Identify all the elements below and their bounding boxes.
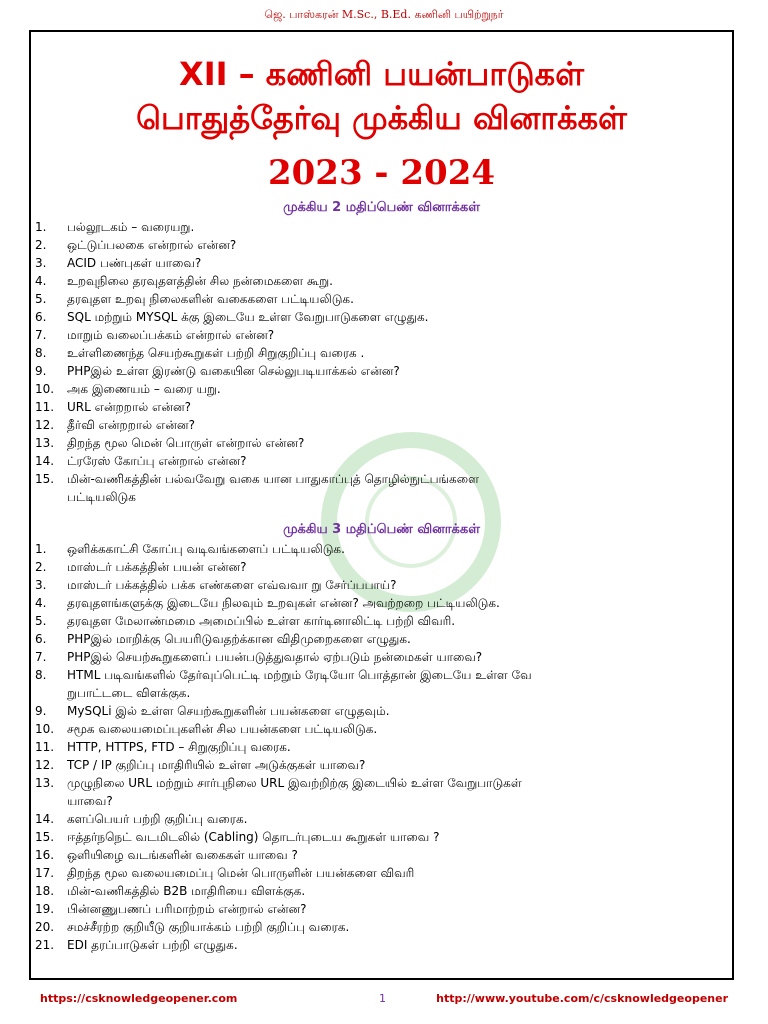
item-number: 1. (35, 220, 47, 234)
item-number: 14. (35, 454, 55, 468)
list-item (31, 434, 732, 452)
item-text: தீர்வி என்றறால் என்ன? (67, 418, 195, 432)
footer-website-link[interactable]: https://csknowledgeopener.com (40, 992, 238, 1005)
list-item (31, 308, 732, 326)
item-number: 6. (35, 632, 47, 646)
item-text: SQL மற்றும் MYSQL க்கு இடையே உள்ள வேறுபாடுகளை எழுதுக. (67, 310, 429, 324)
list-item (31, 612, 732, 630)
item-number: 9. (35, 704, 47, 718)
section-heading-3-marks: முக்கிய 3 மதிப்பெண் வினாக்கள் (283, 522, 480, 537)
list-item (31, 702, 732, 720)
item-text: HTTP, HTTPS, FTD – சிறுகுறிப்பு வரைக. (67, 740, 291, 754)
list-item (31, 738, 732, 756)
item-number: 11. (35, 400, 55, 414)
list-item (31, 774, 732, 810)
item-number: 7. (35, 328, 47, 342)
item-text: பின்னணுபணப் பரிமாற்றம் என்றால் என்ன? (67, 902, 307, 916)
list-item (31, 576, 732, 594)
item-number: 8. (35, 668, 47, 682)
item-text: ACID பண்புகள் யாவை? (67, 256, 202, 270)
item-number: 18. (35, 884, 55, 898)
item-number: 9. (35, 364, 47, 378)
item-number: 4. (35, 274, 47, 288)
item-text: MySQLi இல் உள்ள செயற்கூறுகளின் பயன்களை எழுதவும். (67, 704, 390, 718)
list-item (31, 846, 732, 864)
item-text: களப்பெயர் பற்றி குறிப்பு வரைக. (67, 812, 248, 826)
item-number: 15. (35, 472, 55, 486)
item-text: திறந்த மூல வலையமைப்பு மென் பொருளின் பயன்களை விவரி (67, 866, 415, 880)
title-line-1: XII – கணினி பயன்பாடுகள் (179, 55, 584, 93)
list-item (31, 380, 732, 398)
item-text: தரவுதள மேலாண்மமை அமைப்பில் உள்ள கார்டினாலிட்டி பற்றி விவரி. (67, 614, 456, 628)
item-text-continuation: பட்டியலிடுக (67, 490, 136, 504)
item-number: 5. (35, 292, 47, 306)
item-text: HTML படிவங்களில் தேர்வுப்பெட்டி மற்றும் ரேடியோ பொத்தான் இடையே உள்ள வே (67, 668, 532, 682)
item-text: திறந்த மூல மென் பொருள் என்றால் என்ன? (67, 436, 305, 450)
item-text: ட்ரரேஸ் கோப்பு என்றால் என்ன? (67, 454, 247, 468)
item-text: உள்ளிணைந்த செயற்கூறுகள் பற்றி சிறுகுறிப்பு வரைக . (67, 346, 365, 360)
item-text: தரவுதள உறவு நிலைகளின் வகைகளை பட்டியலிடுக. (67, 292, 354, 306)
item-number: 11. (35, 740, 55, 754)
item-text: ஒளிக்ககாட்சி கோப்பு வடிவங்களைப் பட்டியலிடுக. (67, 542, 345, 556)
item-number: 2. (35, 238, 47, 252)
list-item (31, 900, 732, 918)
list-item (31, 218, 732, 236)
item-text: மின்-வணிகத்தில் B2B மாதிரியை விளக்குக. (67, 884, 306, 898)
item-number: 10. (35, 722, 55, 736)
page-header: ஜெ. பாஸ்கரன் M.Sc., B.Ed. கணினி பயிற்றுநர் (264, 8, 504, 21)
list-item (31, 630, 732, 648)
list-item (31, 936, 732, 954)
item-text: முழுநிலை URL மற்றும் சார்புநிலை URL இவற்றிற்கு இடையில் உள்ள வேறுபாடுகள் (67, 776, 522, 790)
list-item (31, 864, 732, 882)
item-number: 1. (35, 542, 47, 556)
item-text: அக இணையம் – வரை யறு. (67, 382, 221, 396)
item-number: 8. (35, 346, 47, 360)
list-item (31, 290, 732, 308)
item-number: 21. (35, 938, 55, 952)
question-list-3-marks (31, 540, 732, 954)
item-number: 17. (35, 866, 55, 880)
list-item (31, 540, 732, 558)
list-item (31, 398, 732, 416)
item-number: 5. (35, 614, 47, 628)
item-text: பல்லூடகம் – வரையறு. (67, 220, 195, 234)
title-line-2: பொதுத்தேர்வு முக்கிய வினாக்கள் (136, 99, 627, 137)
item-number: 16. (35, 848, 55, 862)
item-text: PHPஇல் செயற்கூறுகளைப் பயன்படுத்துவதால் ஏற்படும் நன்மைகள் யாவை? (67, 650, 483, 664)
item-number: 10. (35, 382, 55, 396)
item-text: மின்-வணிகத்தின் பல்வவேறு வகை யான பாதுகாப்புத் தொழில்நுட்பங்களை (67, 472, 479, 486)
list-item (31, 416, 732, 434)
item-text: மாஸ்டர் பக்கத்தில் பக்க எண்களை எவ்வவா று சேர்ப்பபாய்? (67, 578, 397, 592)
item-text: உறவுநிலை தரவுதளத்தின் சில நன்மைகளை கூறு. (67, 274, 333, 288)
list-item (31, 236, 732, 254)
item-text: PHPஇல் மாறிக்கு பெயரிடுவதற்க்கான விதிமுறைகளை எழுதுக. (67, 632, 411, 646)
item-number: 6. (35, 310, 47, 324)
list-item (31, 558, 732, 576)
item-number: 14. (35, 812, 55, 826)
footer-youtube-link[interactable]: http://www.youtube.com/c/csknowledgeopener (436, 992, 728, 1005)
item-text: மாறும் வலைப்பக்கம் என்றால் என்ன? (67, 328, 275, 342)
list-item (31, 918, 732, 936)
item-text: சமச்சீரற்ற குறியீடு குறியாக்கம் பற்றி குறிப்பு வரைக. (67, 920, 350, 934)
list-item (31, 272, 732, 290)
item-text: PHPஇல் உள்ள இரண்டு வகையின செல்லுபடியாக்கல் என்ன? (67, 364, 400, 378)
item-number: 3. (35, 578, 47, 592)
list-item (31, 882, 732, 900)
item-number: 15. (35, 830, 55, 844)
item-text-continuation: யாவை? (67, 794, 113, 808)
content-frame (29, 30, 734, 980)
list-item (31, 810, 732, 828)
item-number: 3. (35, 256, 47, 270)
item-text: தரவுதளங்களுக்கு இடையே நிலவும் உறவுகள் என்ன? அவற்றறை பட்டியலிடுக. (67, 596, 500, 610)
section-heading-2-marks: முக்கிய 2 மதிப்பெண் வினாக்கள் (283, 200, 480, 215)
list-item (31, 254, 732, 272)
list-item (31, 828, 732, 846)
item-text: சமூக வலையமைப்புகளின் சில பயன்களை பட்டியலிடுக. (67, 722, 378, 736)
item-number: 4. (35, 596, 47, 610)
item-number: 13. (35, 436, 55, 450)
item-number: 12. (35, 418, 55, 432)
item-text: ஒட்டுப்பலகை என்றால் என்ன? (67, 238, 237, 252)
title-year: 2023 - 2024 (267, 153, 496, 193)
item-text: ஒளியிழை வடங்களின் வகைகள் யாவை ? (67, 848, 298, 862)
list-item (31, 326, 732, 344)
list-item (31, 756, 732, 774)
item-text: TCP / IP குறிப்பு மாதிரியில் உள்ள அடுக்குகள் யாவை? (67, 758, 366, 772)
list-item (31, 362, 732, 380)
list-item (31, 344, 732, 362)
item-text-continuation: றுபாட்டடை விளக்குக. (67, 686, 191, 700)
item-text: ஈத்தர்நநெட் வடமிடலில் (Cabling) தொடர்புடைய கூறுகள் யாவை ? (67, 830, 440, 844)
question-list-2-marks (31, 218, 732, 506)
list-item (31, 594, 732, 612)
list-item (31, 720, 732, 738)
item-number: 20. (35, 920, 55, 934)
item-number: 19. (35, 902, 55, 916)
item-text: மாஸ்டர் பக்கத்தின் பயன் என்ன? (67, 560, 247, 574)
item-number: 13. (35, 776, 55, 790)
page-number: 1 (379, 992, 386, 1005)
list-item (31, 470, 732, 506)
item-number: 2. (35, 560, 47, 574)
list-item (31, 648, 732, 666)
list-item (31, 452, 732, 470)
item-number: 12. (35, 758, 55, 772)
list-item (31, 666, 732, 702)
item-number: 7. (35, 650, 47, 664)
item-text: URL என்றறால் என்ன? (67, 400, 192, 414)
item-text: EDI தரப்பாடுகள் பற்றி எழுதுக. (67, 938, 238, 952)
